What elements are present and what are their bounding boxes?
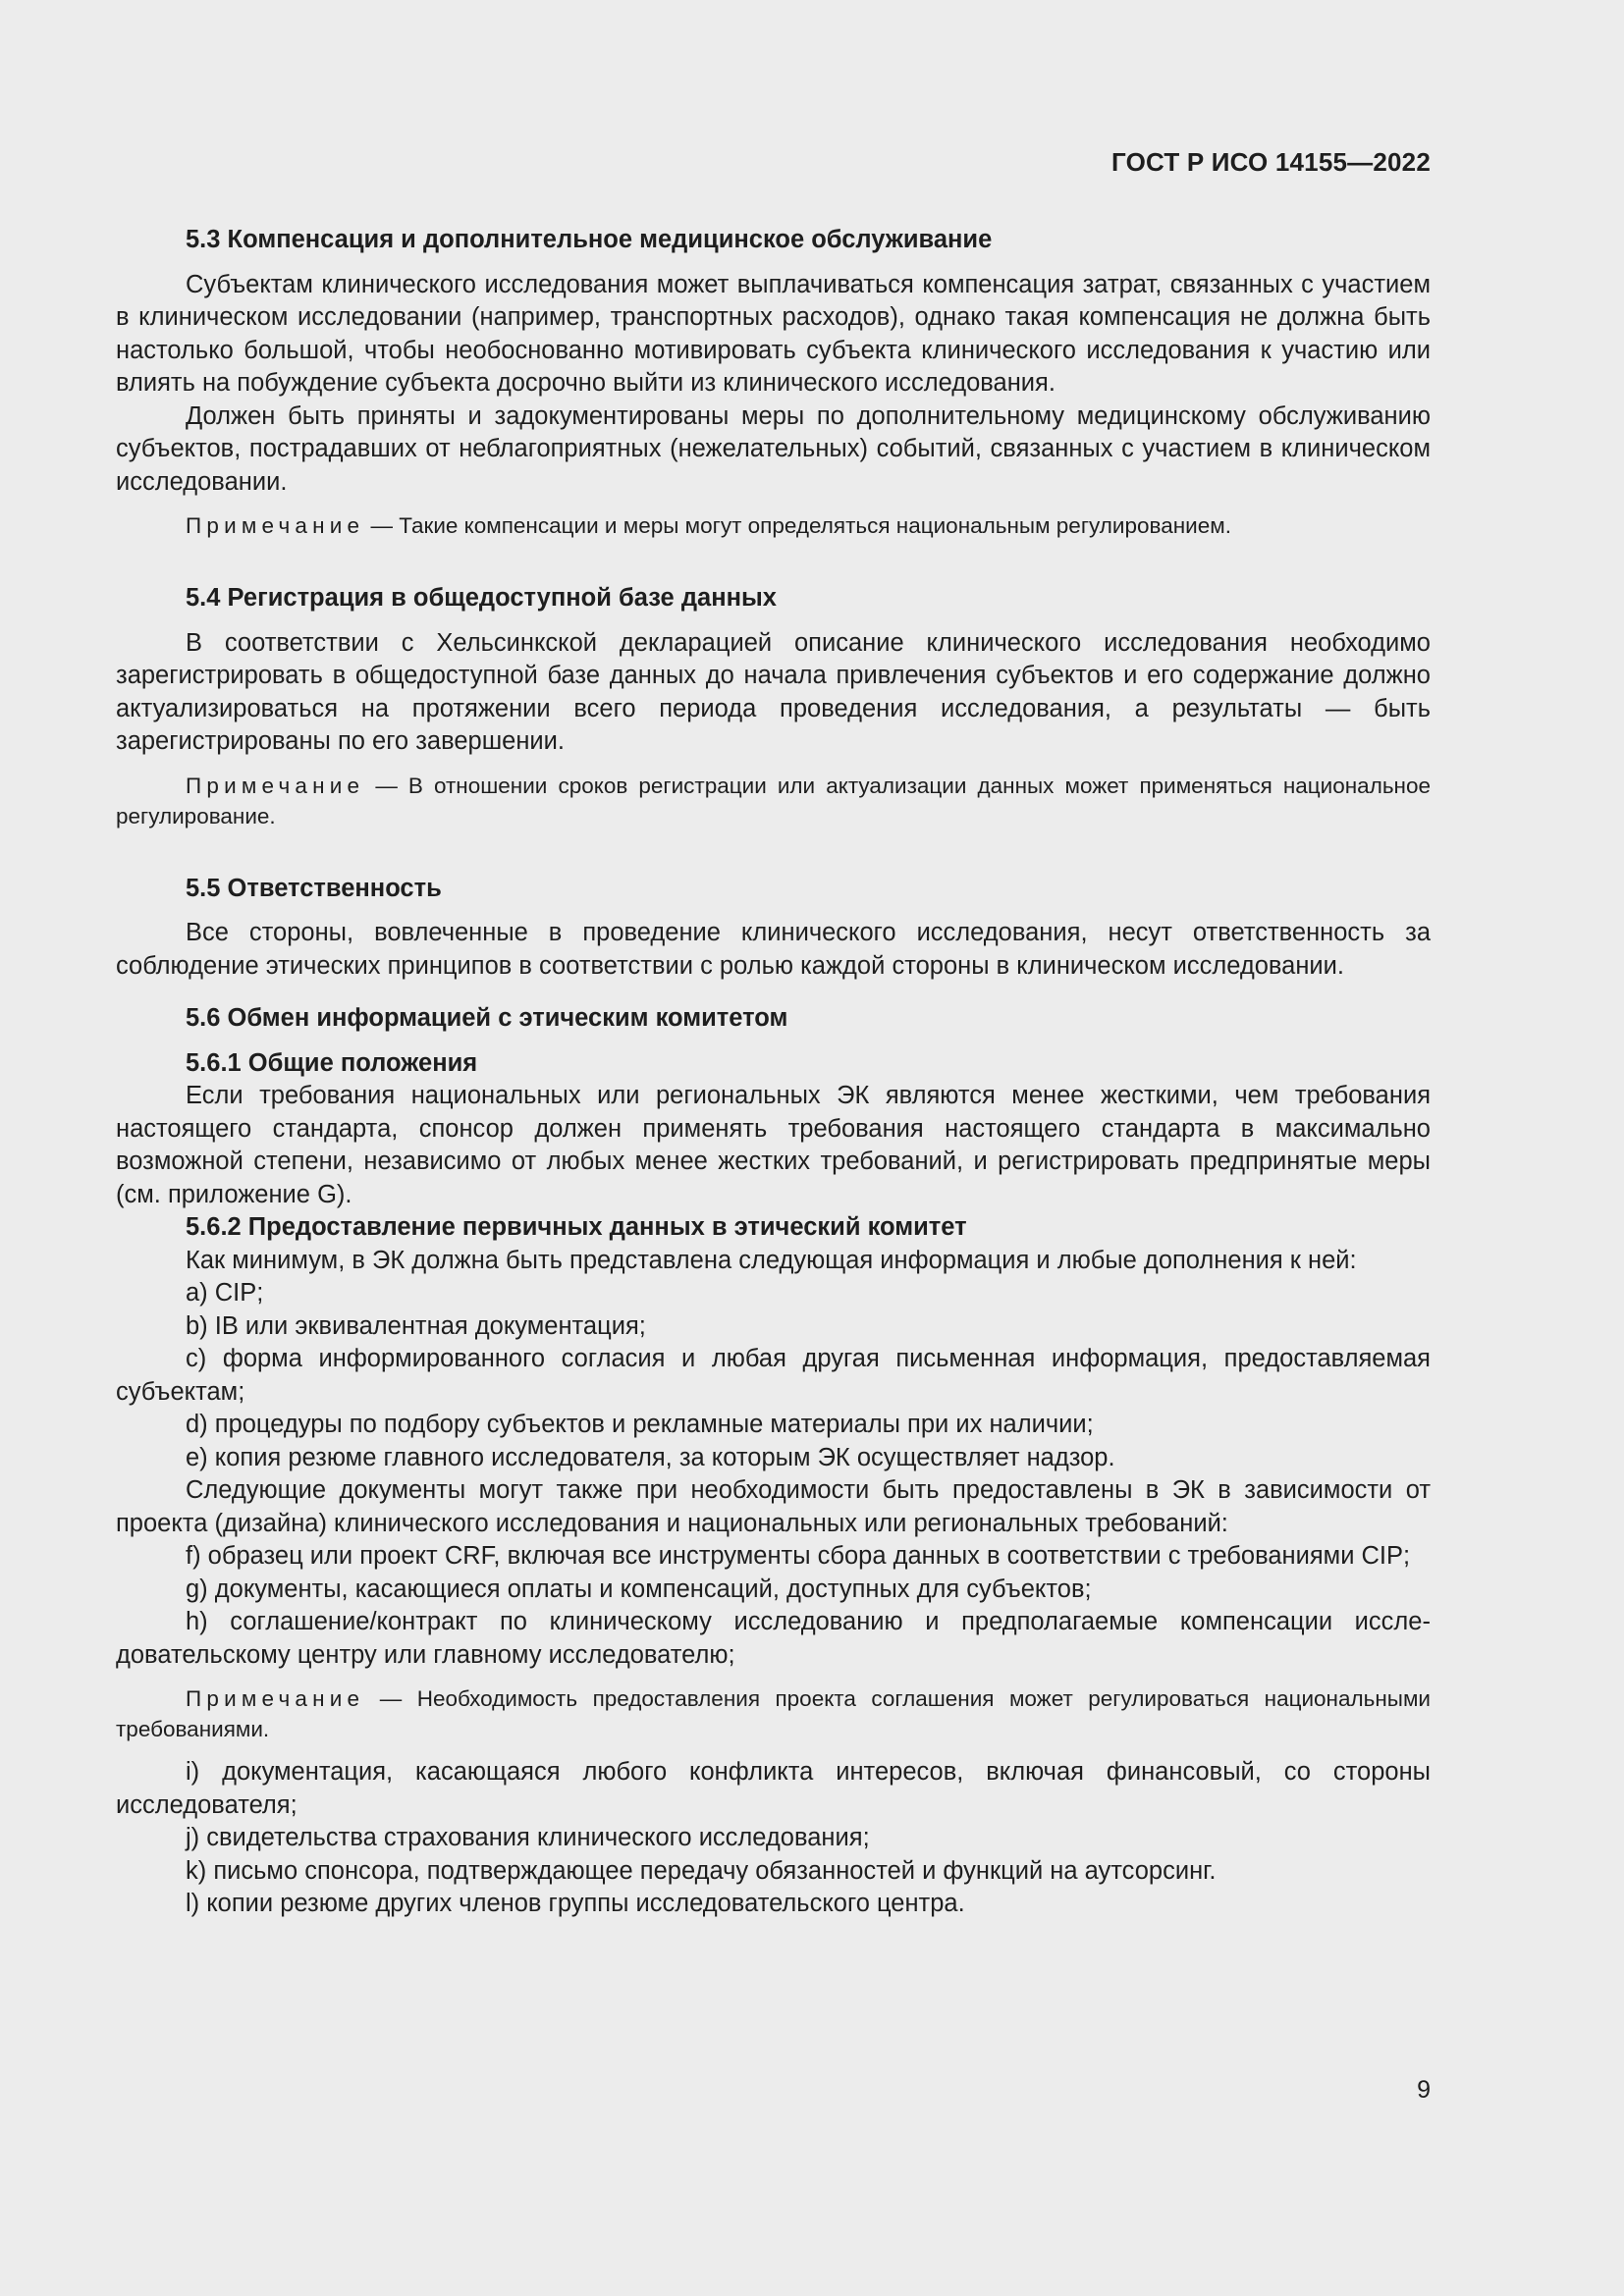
list-item: c) форма информированного согласия и любая другая письменная информация, предоставляемая субъектам; xyxy=(116,1345,1431,1406)
section-5-4-heading: 5.4 Регистрация в общедоступной базе данных xyxy=(186,584,777,612)
list-i-l xyxy=(116,1756,1431,1921)
list-item: g) документы, касающиеся оплаты и компенсаций, доступных для субъектов; xyxy=(186,1575,1092,1603)
page-number: 9 xyxy=(1417,2076,1431,2104)
list-item: d) процедуры по подбору субъектов и рекламные материалы при их наличии; xyxy=(186,1411,1094,1438)
paragraph: В соответствии с Хельсинкской декларацией описание клинического исследования необходимо зарегистрировать в общедоступной базе данных до начала привлечения субъектов и его содержание должно актуализироваться на протяжении всего периода проведения исследования, а результаты — быть зарегистрированы по его завершении. xyxy=(116,628,1431,755)
list-f-h xyxy=(116,1540,1431,1672)
section-5-6-heading: 5.6 Обмен информацией с этическим комитетом xyxy=(186,1004,788,1032)
section-5-6-1-heading: 5.6.1 Общие положения xyxy=(186,1048,478,1077)
paragraph: Все стороны, вовлеченные в проведение клинического исследования, несут ответственность за соблюдение этических принципов в соответствии с ролью каждой стороны в клиническом исследовании. xyxy=(116,919,1431,980)
document-body xyxy=(116,224,1431,1921)
note-text: — Такие компенсации и меры могут определяться национальным регулированием. xyxy=(364,513,1231,538)
list-item: h) соглашение/контракт по клиническому исследованию и предполагаемые компенсации исследовательскому центру или главному исследователю; xyxy=(116,1608,1431,1669)
document-page xyxy=(116,0,1431,2296)
paragraph: Субъектам клинического исследования может выплачиваться компенсация затрат, связанных с участием в клиническом исследовании (например, транспортных расходов), однако такая компенсация не должна быть настолько большой, чтобы необоснованно мотивировать субъекта клинического исследования к участию или влиять на побуждение субъекта досрочно выйти из клинического исследования. xyxy=(116,270,1431,397)
section-5-3-heading: 5.3 Компенсация и дополнительное медицинское обслуживание xyxy=(186,226,993,253)
note xyxy=(116,1683,1431,1744)
list-item: f) образец или проект CRF, включая все инструменты сбора данных в соответствии с требованиями CIP; xyxy=(186,1542,1411,1570)
list-item: e) копия резюме главного исследователя, за которым ЭК осуществляет надзор. xyxy=(186,1443,1115,1471)
note-label: Примечание xyxy=(186,1686,365,1711)
note xyxy=(116,510,1431,541)
list-item: j) свидетельства страхования клинического исследования; xyxy=(186,1824,870,1851)
paragraph: Как минимум, в ЭК должна быть представлена следующая информация и любые дополнения к ней: xyxy=(186,1246,1357,1274)
list-item: l) копии резюме других членов группы исследовательского центра. xyxy=(186,1890,965,1917)
paragraph: Следующие документы могут также при необходимости быть предоставлены в ЭК в зависимости от проекта (дизайна) клинического исследования и национальных или региональных требований: xyxy=(116,1476,1431,1537)
section-5-6-2-heading: 5.6.2 Предоставление первичных данных в этический комитет xyxy=(186,1213,967,1241)
list-a-e xyxy=(116,1277,1431,1474)
list-item: i) документация, касающаяся любого конфликта интересов, включая финансовый, со стороны исследователя; xyxy=(116,1758,1431,1819)
list-item: k) письмо спонсора, подтверждающее передачу обязанностей и функций на аутсорсинг. xyxy=(186,1856,1217,1885)
list-item: b) IB или эквивалентная документация; xyxy=(186,1311,646,1340)
note-label: Примечание xyxy=(186,773,365,798)
note-text: — Необходимость предоставления проекта соглашения может регулироваться национальными требованиями. xyxy=(116,1686,1431,1741)
list-item: a) CIP; xyxy=(186,1279,264,1307)
note xyxy=(116,771,1431,831)
paragraph: Если требования национальных или региональных ЭК являются менее жесткими, чем требования настоящего стандарта, спонсор должен применять требования настоящего стандарта в максимально возможной степени, независимо от любых менее жестких требований, и регистрировать предпринятые меры (см. приложение G). xyxy=(116,1082,1431,1208)
section-5-5-heading: 5.5 Ответственность xyxy=(186,874,442,902)
note-text: — В отношении сроков регистрации или актуализации данных может применяться национальное регулирование. xyxy=(116,773,1431,828)
paragraph: Должен быть приняты и задокументированы меры по дополнительному медицинскому обслуживанию субъектов, пострадавших от неблагоприятных (нежелательных) событий, связанных с участием в клиническом исследовании. xyxy=(116,401,1431,496)
standard-code: ГОСТ Р ИСО 14155—2022 xyxy=(1110,147,1431,177)
note-label: Примечание xyxy=(186,513,365,538)
